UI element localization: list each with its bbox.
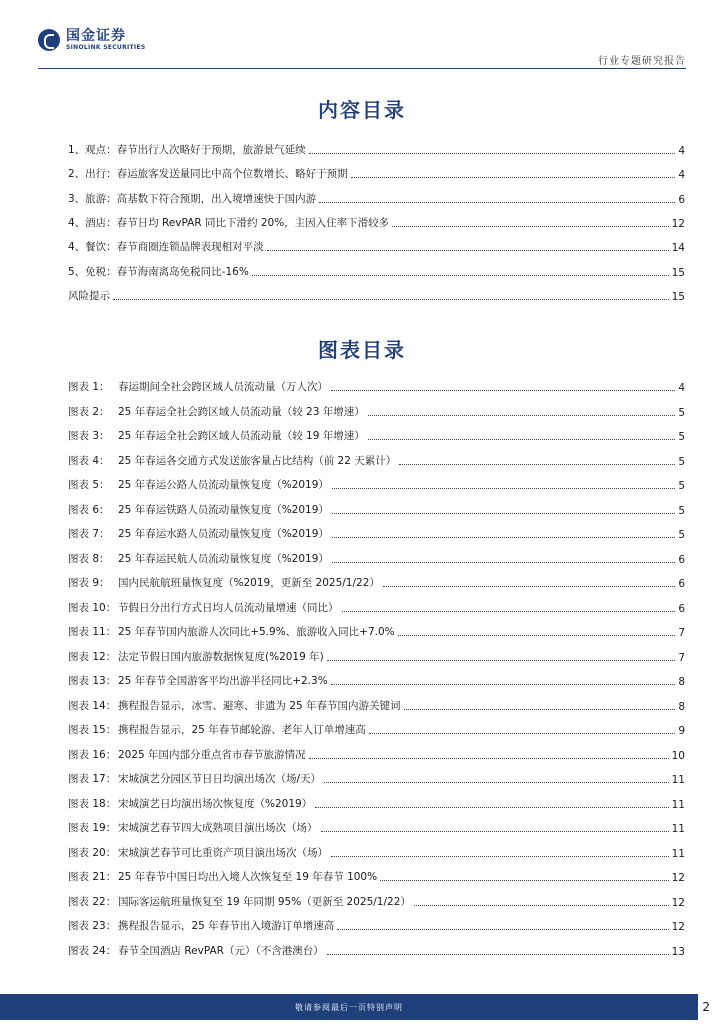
toc-entry[interactable]	[68, 648, 685, 664]
toc-entry-label	[68, 796, 312, 811]
toc-entry-text: 宋城演艺分园区节日日均演出场次（场/天）	[118, 773, 322, 785]
toc-entry[interactable]	[68, 819, 685, 835]
toc-entry-page: 13	[671, 945, 685, 958]
toc-entry[interactable]	[68, 893, 685, 909]
figure-number: 图表 4：	[68, 454, 110, 467]
header-divider	[38, 68, 686, 69]
toc-entry-page: 12	[671, 921, 685, 933]
leader-dots	[342, 610, 676, 612]
toc-entry[interactable]	[68, 672, 685, 688]
figure-number: 图表 14：	[68, 699, 117, 712]
toc-entry-text: 4、酒店：春节日均 RevPAR 同比下滑约 20%，主因入住率下滑较多	[68, 216, 390, 229]
leader-dots	[321, 830, 669, 832]
toc-entry-page: 12	[671, 217, 685, 230]
toc-entry-text: 携程报告显示，25 年春节出入境游订单增速高	[118, 920, 335, 932]
toc-entry-text: 25 年春运全社会跨区域人员流动量（较 19 年增速）	[118, 430, 365, 442]
figure-number: 图表 12：	[68, 650, 117, 663]
toc-entry-text: 3、旅游：高基数下符合预期，出入境增速快于国内游	[68, 192, 317, 205]
toc-entry-label	[68, 894, 411, 909]
toc-entry[interactable]	[68, 141, 685, 157]
toc-entry[interactable]	[68, 721, 685, 737]
toc-entry-text: 携程报告显示，25 年春节邮轮游、老年人订单增速高	[118, 724, 366, 736]
leader-dots	[414, 904, 669, 906]
logo-icon	[38, 29, 60, 51]
figure-number: 图表 3：	[68, 430, 110, 442]
toc-entry-page: 5	[678, 529, 685, 541]
leader-dots	[309, 152, 676, 154]
page-number: 2	[702, 1000, 710, 1014]
toc-entry-page: 5	[678, 406, 685, 419]
toc-entry[interactable]	[68, 868, 685, 884]
toc-entry-label	[68, 264, 249, 279]
leader-dots	[351, 176, 676, 178]
leader-dots	[331, 683, 676, 685]
toc-entry-text: 25 年春运水路人员流动量恢复度（%2019）	[118, 528, 329, 540]
logo-name-en: SINOLINK SECURITIES	[66, 44, 146, 51]
toc-entry-text: 法定节假日国内旅游数据恢复度(%2019 年)	[118, 650, 324, 663]
contents-title: 内容目录	[318, 98, 406, 122]
toc-entry-page: 11	[671, 847, 685, 860]
toc-entry[interactable]	[68, 238, 685, 254]
toc-entry-page: 5	[678, 431, 685, 443]
toc-entry-text: 25 年春运铁路人员流动量恢复度（%2019）	[118, 503, 329, 516]
figure-number: 图表 11：	[68, 626, 117, 638]
toc-entry[interactable]	[68, 263, 685, 279]
leader-dots	[399, 463, 675, 465]
toc-entry-text: 国内民航航班量恢复度（%2019，更新至 2025/1/22）	[118, 577, 380, 589]
toc-entry-page: 6	[678, 602, 685, 615]
toc-entry-page: 10	[671, 749, 685, 762]
toc-entry-text: 国际客运航班量恢复至 19 年同期 95%（更新至 2025/1/22）	[118, 895, 411, 908]
toc-entry-text: 节假日分出行方式日均人员流动量增速（同比）	[118, 601, 339, 614]
footer-disclaimer: 敬请参阅最后一页特别声明	[0, 994, 698, 1020]
figures-title: 图表目录	[318, 338, 406, 362]
toc-entry[interactable]	[68, 844, 685, 860]
toc-entry-text: 2025 年国内部分重点省市春节旅游情况	[118, 748, 306, 761]
leader-dots	[324, 781, 669, 783]
toc-entry-page: 5	[678, 504, 685, 517]
leader-dots	[383, 585, 675, 587]
toc-entry[interactable]	[68, 476, 685, 492]
toc-entry-label	[68, 428, 365, 443]
leader-dots	[332, 561, 675, 563]
figure-number: 图表 2：	[68, 405, 110, 418]
leader-dots	[309, 757, 669, 759]
toc-entry-text: 春运期间全社会跨区域人员流动量（万人次）	[118, 381, 328, 393]
toc-entry-text: 25 年春运全社会跨区域人员流动量（较 23 年增速）	[118, 405, 365, 418]
leader-dots	[267, 249, 669, 251]
toc-entry-label	[68, 142, 306, 157]
toc-entry-text: 宋城演艺日均演出场次恢复度（%2019）	[118, 797, 313, 810]
logo-name-cn: 国金证券	[66, 28, 126, 44]
toc-entry[interactable]	[68, 697, 685, 713]
leader-dots	[368, 414, 676, 416]
toc-entry-text: 25 年春运公路人员流动量恢复度（%2019）	[118, 479, 329, 491]
toc-entry-page: 6	[678, 193, 685, 206]
company-logo	[38, 28, 145, 52]
toc-entry[interactable]	[68, 427, 685, 443]
toc-entry-page: 7	[678, 651, 685, 664]
toc-entry-label	[68, 943, 324, 958]
toc-entry-label	[68, 747, 306, 762]
figure-number: 图表 23：	[68, 920, 117, 932]
toc-entry-label	[68, 649, 324, 664]
toc-entry-text: 宋城演艺春节四大成熟项目演出场次（场）	[118, 822, 318, 834]
leader-dots	[337, 928, 668, 930]
toc-entry[interactable]	[68, 214, 685, 230]
toc-entry-label	[68, 453, 396, 468]
leader-dots	[369, 732, 676, 734]
toc-entry-text: 2、出行：春运旅客发送量同比中高个位数增长、略好于预期	[68, 168, 348, 181]
leader-dots	[332, 487, 675, 489]
toc-entry-page: 14	[671, 242, 685, 255]
toc-entry-page: 4	[678, 169, 685, 182]
toc-entry-label	[68, 918, 334, 933]
figure-number: 图表 1：	[68, 381, 110, 393]
toc-entry-label	[68, 288, 110, 303]
toc-entry-text: 春节全国酒店 RevPAR（元）（不含港澳台）	[118, 944, 324, 957]
figure-number: 图表 5：	[68, 479, 110, 491]
toc-entry-label	[68, 551, 329, 566]
toc-entry-label	[68, 673, 328, 688]
toc-entry-label	[68, 722, 366, 737]
leader-dots	[327, 659, 676, 661]
toc-entry-label	[68, 191, 316, 206]
toc-entry-page: 8	[678, 700, 685, 713]
toc-entry-page: 7	[678, 627, 685, 639]
toc-entry[interactable]	[68, 378, 685, 394]
toc-entry-label	[68, 698, 401, 713]
toc-entry[interactable]	[68, 550, 685, 566]
figure-number: 图表 13：	[68, 675, 117, 687]
toc-entry-text: 25 年春节国内旅游人次同比+5.9%、旅游收入同比+7.0%	[118, 626, 395, 638]
figure-number: 图表 24：	[68, 944, 117, 957]
leader-dots	[331, 389, 675, 391]
toc-entry[interactable]	[68, 917, 685, 933]
figure-number: 图表 17：	[68, 773, 117, 785]
leader-dots	[319, 201, 675, 203]
toc-entry-label	[68, 600, 339, 615]
toc-entry[interactable]	[68, 746, 685, 762]
leader-dots	[332, 536, 675, 538]
toc-entry-text: 携程报告显示，冰雪、避寒、非遗为 25 年春节国内游关键词	[118, 699, 401, 712]
toc-entry-page: 9	[678, 725, 685, 737]
toc-entry-label	[68, 771, 321, 786]
leader-dots	[113, 298, 669, 300]
leader-dots	[252, 274, 669, 276]
toc-entry-page: 6	[678, 553, 685, 566]
toc-entry-label	[68, 477, 329, 492]
toc-entry-text: 25 年春节全国游客平均出游半径同比+2.3%	[118, 675, 328, 687]
toc-entry[interactable]	[68, 623, 685, 639]
toc-entry[interactable]	[68, 287, 685, 303]
toc-entry-label	[68, 166, 348, 181]
toc-entry[interactable]	[68, 770, 685, 786]
figure-number: 图表 21：	[68, 871, 117, 883]
toc-entry[interactable]	[68, 942, 685, 958]
toc-entry-page: 11	[671, 823, 685, 835]
leader-dots	[332, 512, 675, 514]
leader-dots	[368, 438, 676, 440]
toc-entry-text: 宋城演艺春节可比重资产项目演出场次（场）	[118, 846, 328, 859]
toc-entry-text: 25 年春运各交通方式发送旅客量占比结构（前 22 天累计）	[118, 454, 397, 467]
leader-dots	[392, 225, 668, 227]
toc-entry-label	[68, 869, 377, 884]
toc-entry-page: 15	[671, 266, 685, 279]
figure-number: 图表 22：	[68, 895, 117, 908]
figure-number: 图表 9：	[68, 577, 110, 589]
figure-number: 图表 19：	[68, 822, 117, 834]
toc-entry-label	[68, 575, 380, 590]
toc-entry-text: 1、观点：春节出行人次略好于预期，旅游景气延续	[68, 144, 306, 156]
page-header	[0, 0, 724, 70]
toc-entry-label	[68, 526, 329, 541]
toc-entry-label	[68, 624, 395, 639]
leader-dots	[327, 953, 669, 955]
page-footer	[0, 994, 724, 1024]
toc-entry-label	[68, 215, 389, 230]
toc-entry[interactable]	[68, 574, 685, 590]
leader-dots	[315, 806, 668, 808]
toc-entry[interactable]	[68, 452, 685, 468]
toc-entry-text: 25 年春运民航人员流动量恢复度（%2019）	[118, 552, 329, 565]
toc-entry[interactable]	[68, 795, 685, 811]
toc-entry-page: 8	[678, 676, 685, 688]
leader-dots	[380, 879, 669, 881]
toc-entry-label	[68, 379, 328, 394]
figure-number: 图表 8：	[68, 552, 110, 565]
toc-entry-text: 风险提示	[68, 289, 110, 302]
toc-entry-page: 5	[678, 455, 685, 468]
figure-number: 图表 18：	[68, 797, 117, 810]
toc-entry-label	[68, 820, 318, 835]
toc-entry[interactable]	[68, 190, 685, 206]
toc-entry-page: 6	[678, 578, 685, 590]
toc-entry-page: 12	[671, 896, 685, 909]
toc-entry-text: 5、免税：春节海南离岛免税同比-16%	[68, 265, 249, 278]
leader-dots	[398, 634, 676, 636]
report-type: 行业专题研究报告	[598, 56, 686, 67]
toc-entry[interactable]	[68, 403, 685, 419]
toc-entry-label	[68, 239, 264, 254]
figure-number: 图表 6：	[68, 503, 110, 516]
toc-entry-page: 4	[678, 145, 685, 157]
toc-entry-page: 5	[678, 480, 685, 492]
toc-entry-page: 11	[671, 774, 685, 786]
leader-dots	[404, 708, 676, 710]
toc-entry[interactable]	[68, 525, 685, 541]
toc-entry-page: 4	[678, 382, 685, 394]
toc-entry[interactable]	[68, 599, 685, 615]
toc-entry-page: 11	[671, 798, 685, 811]
toc-entry[interactable]	[68, 501, 685, 517]
figure-number: 图表 10：	[68, 601, 117, 614]
toc-entry[interactable]	[68, 165, 685, 181]
figure-number: 图表 16：	[68, 748, 117, 761]
figure-number: 图表 20：	[68, 846, 117, 859]
toc-entry-label	[68, 404, 365, 419]
toc-entry-text: 25 年春节中国日均出入境人次恢复至 19 年春节 100%	[118, 871, 378, 883]
toc-entry-text: 4、餐饮：春节商圈连锁品牌表现相对平淡	[68, 241, 264, 254]
toc-entry-label	[68, 845, 328, 860]
figure-number: 图表 15：	[68, 724, 117, 736]
toc-entry-label	[68, 502, 329, 517]
toc-entry-page: 15	[671, 290, 685, 303]
leader-dots	[331, 855, 669, 857]
figure-number: 图表 7：	[68, 528, 110, 540]
toc-entry-page: 12	[671, 872, 685, 884]
